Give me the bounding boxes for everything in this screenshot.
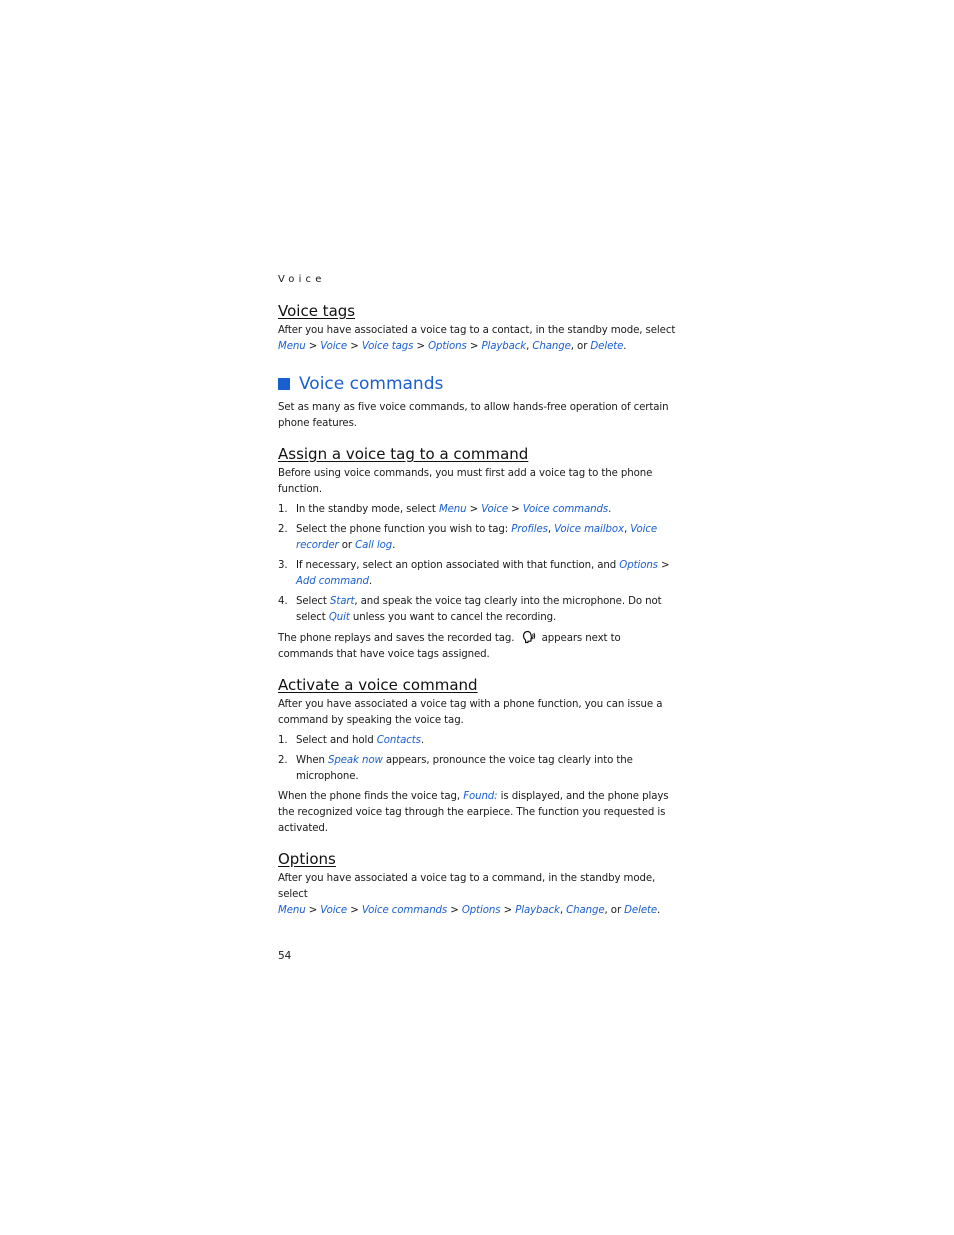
comma: , (547, 524, 555, 535)
menu-link: Menu (278, 341, 306, 352)
delete-link: Delete (624, 905, 658, 916)
options-link: Options (619, 560, 658, 571)
sep: > (447, 905, 462, 916)
call-log-link: Call log (355, 540, 393, 551)
list-item (278, 594, 678, 626)
period: . (608, 504, 612, 515)
voice-commands-link: Voice commands (522, 504, 609, 515)
outro-text: appears next to commands that have voice tags assigned. (278, 633, 621, 660)
options-link: Options (428, 341, 467, 352)
change-link: Change (566, 905, 605, 916)
voice-mailbox-link: Voice mailbox (554, 524, 624, 535)
outro-text: The phone replays and saves the recorded tag. (278, 633, 515, 644)
options-link: Options (461, 905, 501, 916)
contacts-link: Contacts (376, 735, 421, 746)
period: . (420, 735, 424, 746)
list-number: 1. (278, 504, 288, 515)
list-number: 3. (278, 560, 288, 571)
outro-text: When the phone finds the voice tag, (278, 791, 464, 802)
profiles-link: Profiles (511, 524, 548, 535)
voice-recorder-link: Voice recorder (296, 524, 658, 551)
list-item (278, 558, 678, 590)
step-text: Select (296, 596, 330, 607)
list-body (296, 594, 678, 626)
delete-link: Delete (590, 341, 624, 352)
heading-voice-tags: Voice tags (278, 302, 356, 320)
sep: > (657, 560, 670, 571)
comma: , (623, 524, 631, 535)
step-text: In the standby mode, select (296, 504, 439, 515)
outro-text: is displayed, and the phone plays the recognized voice tag through the earpiece. The function you requested is activated. (278, 791, 669, 834)
assign-intro: Before using voice commands, you must first add a voice tag to the phone function. (278, 468, 653, 495)
running-head: Voice (278, 274, 326, 285)
voice-link: Voice (320, 905, 348, 916)
or: , or (570, 341, 591, 352)
voice-commands-link: Voice commands (361, 905, 448, 916)
sep: > (347, 905, 362, 916)
step-text: Select the phone function you wish to tag: (296, 524, 512, 535)
menu-link: Menu (278, 905, 306, 916)
step-text: appears, pronounce the voice tag clearly into the microphone. (296, 755, 633, 782)
list-number: 4. (278, 596, 288, 607)
step-text: unless you want to cancel the recording. (349, 612, 557, 623)
activate-outro (278, 789, 678, 837)
heading-activate: Activate a voice command (278, 676, 478, 694)
voice-tags-intro: After you have associated a voice tag to a contact, in the standby mode, select (278, 325, 676, 336)
activate-intro: After you have associated a voice tag with a phone function, you can issue a command by speaking the voice tag. (278, 699, 663, 726)
list-body (296, 733, 678, 749)
step-text: Select and hold (296, 735, 377, 746)
step-text: If necessary, select an option associated with that function, and (296, 560, 620, 571)
list-item (278, 733, 678, 749)
page-number: 54 (278, 950, 292, 962)
list-item (278, 753, 678, 785)
speak-now-link: Speak now (328, 755, 383, 766)
change-link: Change (532, 341, 571, 352)
voice-link: Voice (481, 504, 509, 515)
list-number: 2. (278, 755, 288, 766)
heading-voice-commands (278, 373, 678, 395)
step-text: When (296, 755, 328, 766)
sep: > (508, 504, 523, 515)
list-number: 1. (278, 735, 288, 746)
sep: > (305, 905, 321, 916)
assign-outro (278, 630, 678, 663)
sep: > (347, 341, 362, 352)
menu-link: Menu (438, 504, 467, 515)
options-intro: After you have associated a voice tag to a command, in the standby mode, select (278, 873, 656, 900)
list-number: 2. (278, 524, 288, 535)
section-square-icon (278, 378, 290, 390)
comma: , (526, 341, 533, 352)
list-body (296, 558, 678, 590)
list-body (296, 753, 678, 785)
playback-link: Playback (481, 341, 527, 352)
voice-tags-link: Voice tags (361, 341, 414, 352)
or: or (338, 540, 356, 551)
voice-link: Voice (320, 341, 348, 352)
heading-assign: Assign a voice tag to a command (278, 445, 529, 463)
options-paragraph (278, 871, 678, 919)
quit-link: Quit (328, 612, 350, 623)
voice-tags-paragraph (278, 323, 678, 355)
period: . (392, 540, 396, 551)
list-body (296, 522, 678, 554)
sep: > (305, 341, 321, 352)
heading-options: Options (278, 850, 336, 868)
voice-commands-intro: Set as many as five voice commands, to allow hands-free operation of certain phone features. (278, 402, 669, 429)
period: . (623, 341, 627, 352)
sep: > (413, 341, 429, 352)
add-command-link: Add command (296, 576, 369, 587)
period: . (657, 905, 661, 916)
comma: , (559, 905, 567, 916)
heading-voice-commands-text: Voice commands (299, 374, 444, 394)
sep: > (466, 504, 482, 515)
sep: > (466, 341, 482, 352)
sep: > (500, 905, 516, 916)
list-item (278, 522, 678, 554)
playback-link: Playback (515, 905, 560, 916)
found-label: Found: (463, 791, 498, 802)
period: . (368, 576, 373, 587)
list-body (296, 502, 678, 518)
step-text: , and speak the voice tag clearly into the microphone. Do not select (296, 596, 662, 623)
or: , or (604, 905, 625, 916)
page-content (278, 272, 678, 923)
list-item (278, 502, 678, 518)
voice-tag-icon (522, 630, 536, 644)
start-link: Start (329, 596, 355, 607)
